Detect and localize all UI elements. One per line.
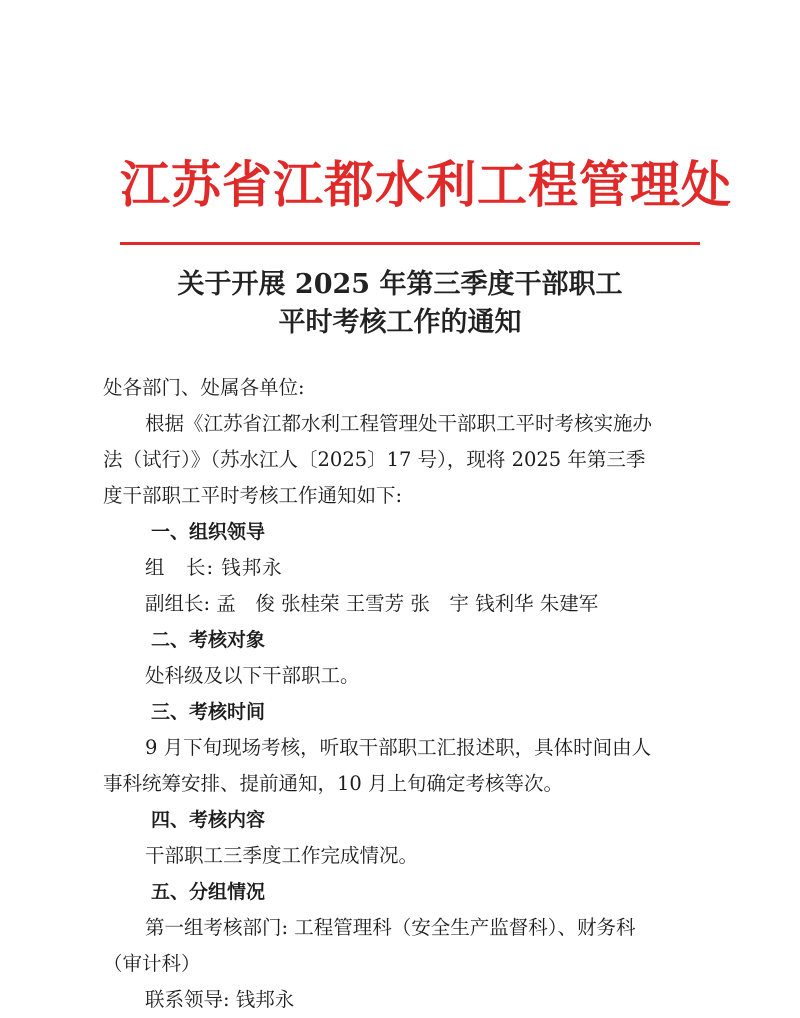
title-line-2: 平时考核工作的通知 — [278, 307, 522, 338]
group-1-line-2: （审计科） — [103, 952, 201, 975]
organization-header: 江苏省江都水利工程管理处 — [120, 155, 732, 214]
section-3-line-2: 事科统筹安排、提前通知，10 月上旬确定考核等次。 — [103, 772, 564, 795]
addressee: 处各部门、处属各单位: — [103, 376, 305, 399]
section-4-text: 干部职工三季度工作完成情况。 — [145, 844, 419, 867]
group-leader: 组 长: 钱邦永 — [145, 556, 283, 579]
group-1-line-1: 第一组考核部门: 工程管理科（安全生产监督科）、财务科 — [145, 916, 636, 939]
section-3-line-1: 9 月下旬现场考核，听取干部职工汇报述职，具体时间由人 — [145, 736, 652, 759]
document-title — [100, 266, 700, 342]
section-1-heading: 一、组织领导 — [151, 521, 266, 543]
deputy-leaders: 副组长: 孟 俊 张桂荣 王雪芳 张 宇 钱利华 朱建军 — [145, 592, 599, 615]
section-4-heading: 四、考核内容 — [151, 809, 266, 831]
intro-line-2: 法（试行）》（苏水江人〔2025〕17 号），现将 2025 年第三季 — [103, 448, 646, 471]
section-5-heading: 五、分组情况 — [151, 881, 266, 903]
section-2-text: 处科级及以下干部职工。 — [145, 664, 360, 687]
header-red-rule — [120, 242, 700, 245]
section-3-heading: 三、考核时间 — [151, 701, 266, 723]
intro-line-3: 度干部职工平时考核工作通知如下: — [103, 484, 403, 507]
document-body — [103, 370, 703, 1018]
section-2-heading: 二、考核对象 — [151, 629, 266, 651]
title-line-1: 关于开展 2025 年第三季度干部职工 — [177, 269, 623, 300]
contact-leader: 联系领导: 钱邦永 — [145, 988, 295, 1011]
intro-line-1: 根据《江苏省江都水利工程管理处干部职工平时考核实施办 — [145, 412, 653, 435]
